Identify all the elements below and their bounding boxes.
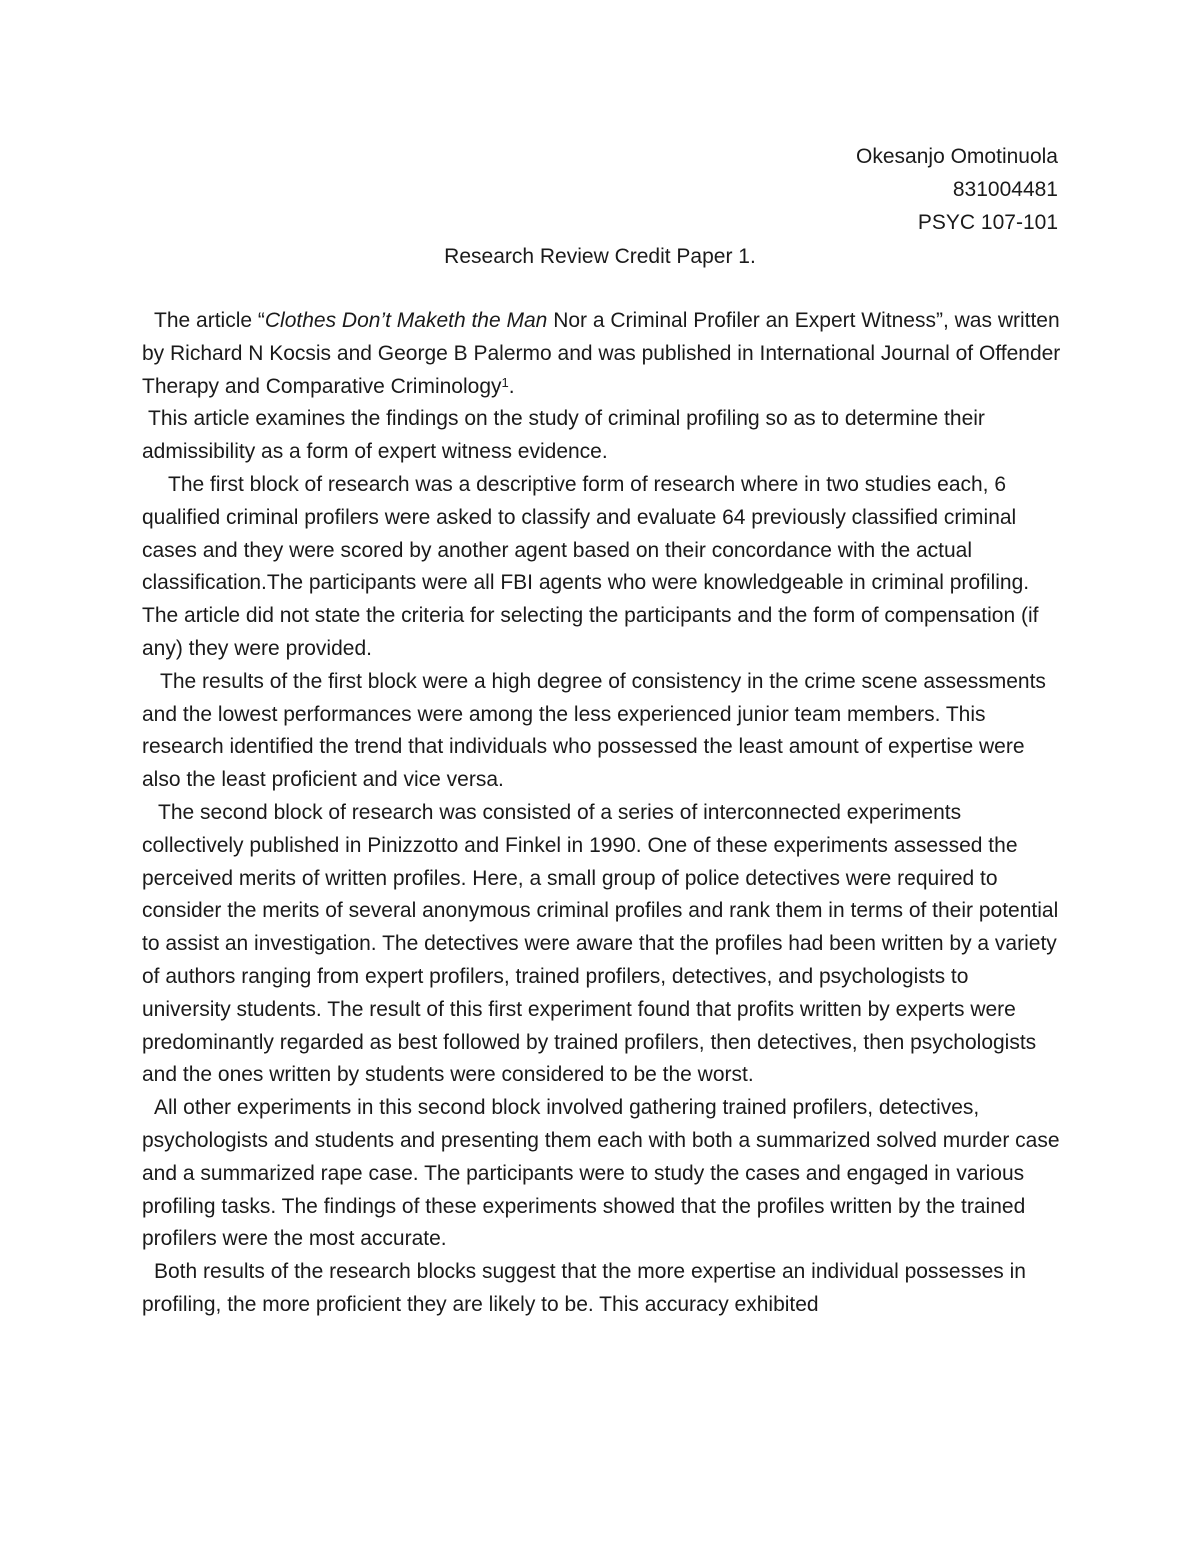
footnote-mark: 1 (501, 374, 509, 390)
document-body (142, 305, 1062, 1322)
article-title-italic: Clothes Don’t Maketh the Man (264, 309, 548, 332)
paragraph-second-block: The second block of research was consisted of a series of interconnected experiments collectively published in Pinizzotto and Finkel in 1990. One of these experiments assessed the perceived merits of written profiles. Here, a small group of police detectives were required to consider the merits of several anonymous criminal profiles and rank them in terms of their potential to assist an investigation. The detectives were aware that the profiles had been written by a variety of authors ranging from expert profilers, trained profilers, detectives, and psychologists to university students. The result of this first experiment found that profits written by experts were predominantly regarded as best followed by trained profilers, then detectives, then psychologists and the ones written by students were considered to be the worst. (142, 800, 1059, 1087)
intro-suffix: . (508, 374, 515, 398)
intro-middle: Nor a Criminal Profiler an Expert Witness”, was written by Richard N Kocsis and George B Palermo and was published in International Journal of Offender Therapy and Comparative Criminology (142, 309, 1061, 398)
author-name: Okesanjo Omotinuola (856, 145, 1058, 168)
paragraph-other-experiments: All other experiments in this second block involved gathering trained profilers, detectives, psychologists and students and presenting them each with both a summarized solved murder case and a summarized rape case. The participants were to study the cases and engaged in various profiling tasks. The findings of these experiments showed that the profiles written by the trained profilers were the most accurate. (142, 1096, 1060, 1251)
paragraph-first-block: The first block of research was a descriptive form of research where in two studies each, 6 qualified criminal profilers were asked to classify and evaluate 64 previously classified criminal cases and they were scored by another agent based on their concordance with the actual classification.The participants were all FBI agents who were knowledgeable in criminal profiling. The article did not state the criteria for selecting the participants and the form of compensation (if any) they were provided. (142, 472, 1039, 660)
course-code: PSYC 107-101 (917, 211, 1058, 234)
header-block (856, 140, 1058, 239)
paragraph-purpose: This article examines the findings on the study of criminal profiling so as to determine their admissibility as a form of expert witness evidence. (142, 407, 985, 464)
student-id: 831004481 (952, 178, 1058, 201)
document-title: Research Review Credit Paper 1. (444, 245, 756, 268)
paragraph-first-block-results: The results of the first block were a high degree of consistency in the crime scene assessments and the lowest performances were among the less experienced junior team members. This research identified the trend that individuals who possessed the least amount of expertise were also the least proficient and vice versa. (142, 669, 1046, 792)
intro-prefix: The article “ (154, 309, 265, 332)
paragraph-conclusion: Both results of the research blocks suggest that the more expertise an individual possesses in profiling, the more proficient they are likely to be. This accuracy exhibited (142, 1260, 1026, 1316)
paragraph-article-intro (142, 305, 1062, 403)
